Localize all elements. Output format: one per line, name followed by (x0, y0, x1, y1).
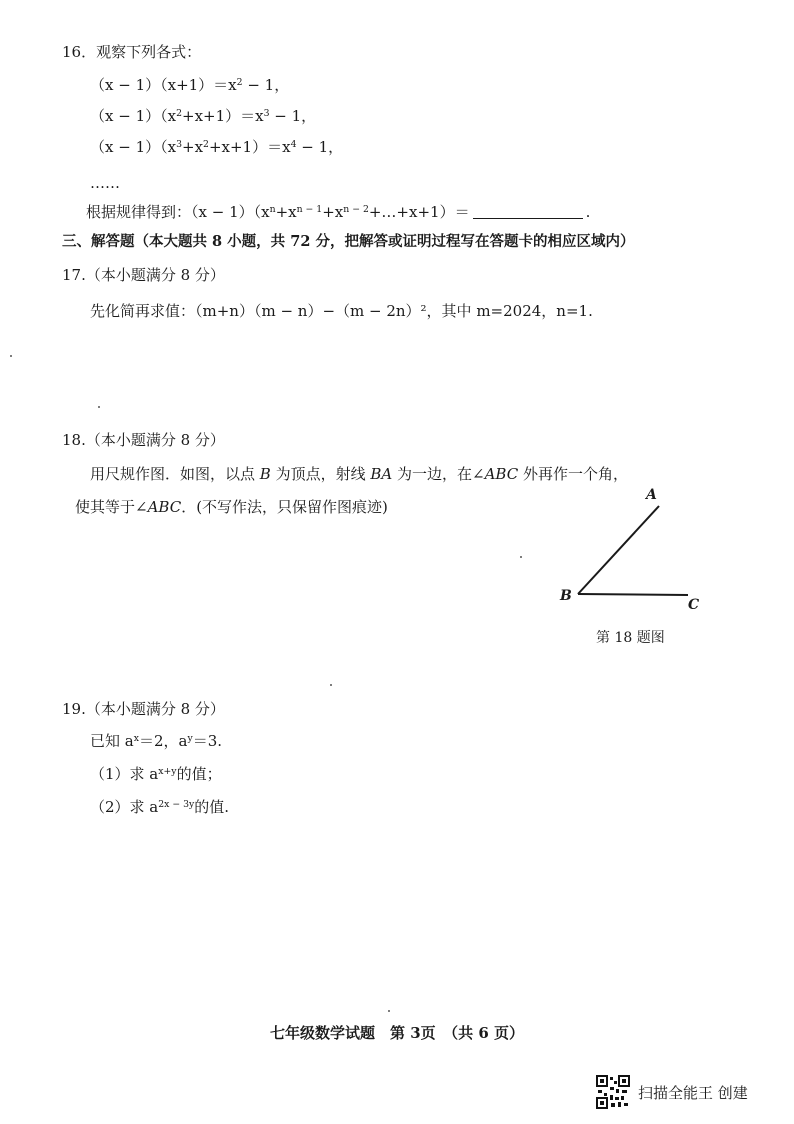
q18-text-e: 为一边，在∠ (392, 465, 485, 483)
answer-blank[interactable] (473, 204, 583, 219)
q16-rule-end: . (585, 203, 591, 221)
q18-line2 (75, 498, 388, 516)
q19-part2 (90, 798, 229, 816)
q16-ellipsis: …… (90, 174, 120, 192)
qr-code-icon (596, 1075, 630, 1109)
q18-text-g: 外再作一个角， (518, 465, 628, 483)
q16-eq2-exp2: 3 (263, 107, 270, 119)
q19-part2-text: （2）求 a (90, 798, 159, 816)
q16-eq3-text: （x − 1）（x (90, 138, 177, 156)
q16-rule (86, 203, 590, 221)
q16-eq3 (90, 138, 343, 156)
q19-given-exp1: x (133, 732, 139, 744)
q17-text: 先化简再求值：（m+n）（m − n）−（m − 2n）²，其中 m=2024，n=1. (90, 302, 593, 320)
q18-angle-abc: ABC (484, 465, 519, 483)
q18-text-a: 用尺规作图．如图，以点 (90, 465, 260, 483)
q19-part1-exp: x+y (158, 765, 177, 777)
q16-eq2-text: （x − 1）（x (90, 107, 177, 125)
q18-line1 (90, 465, 628, 483)
watermark-text: 扫描全能王 创建 (638, 1083, 748, 1102)
q16-rule-text: 根据规律得到：（x − 1）（x (86, 203, 270, 221)
q19-part2-tail: 的值. (194, 798, 230, 816)
q16-rule-exp2: n − 1 (296, 203, 323, 215)
page-footer: 七年级数学试题 第 3页 （共 6 页） (269, 1024, 525, 1042)
scan-speck (330, 684, 332, 686)
scan-speck (520, 556, 522, 558)
q18-ray-ba: BA (370, 465, 393, 483)
scan-speck (98, 406, 100, 408)
scanner-watermark (596, 1075, 748, 1109)
q16-rule-exp3: n − 2 (343, 203, 369, 215)
q16-rule-mid2: +x (322, 203, 344, 221)
q16-eq3-exp1: 3 (176, 138, 182, 150)
q18-text-2a: 使其等于∠ (75, 498, 148, 516)
q16-eq3-mid1: +x (182, 138, 204, 156)
q19-part1 (90, 765, 222, 783)
label-c: C (688, 597, 700, 613)
q19-given-exp2: y (187, 732, 193, 744)
q16-eq1-text: （x − 1）（x+1）＝x (90, 76, 237, 94)
q16-eq3-mid2: +x+1）＝x (208, 138, 291, 156)
section-heading: 三、解答题（本大题共 8 小题，共 72 分，把解答或证明过程写在答题卡的相应区域内） (62, 233, 635, 250)
q19-title: 19.（本小题满分 8 分） (62, 700, 225, 718)
q19-given-mid: ＝2，a (138, 732, 188, 750)
q18-point-b: B (259, 465, 271, 483)
q19-given (90, 732, 222, 750)
q19-part1-text: （1）求 a (90, 765, 159, 783)
q16-eq2-mid: +x+1）＝x (182, 107, 264, 125)
ray-bc (578, 594, 688, 595)
q18-angle-abc-2: ABC (147, 498, 182, 516)
q16-eq3-exp2: 2 (203, 138, 209, 150)
angle-figure (548, 482, 718, 617)
label-b: B (560, 588, 572, 604)
q16-eq2 (90, 107, 316, 125)
label-a: A (646, 487, 657, 503)
figure-caption: 第 18 题图 (596, 630, 665, 646)
q18-text-c: 为顶点，射线 (270, 465, 371, 483)
q16-rule-mid1: +x (275, 203, 297, 221)
q19-given-tail: ＝3. (192, 732, 223, 750)
q16-eq2-exp1: 2 (176, 107, 182, 119)
q16-eq1-tail: − 1， (242, 76, 290, 94)
q16-eq1-exp: 2 (236, 76, 243, 88)
q19-part1-tail: 的值； (176, 765, 222, 783)
scan-speck (10, 355, 12, 357)
q16-rule-exp1: n (269, 203, 276, 215)
q16-eq3-exp3: 4 (290, 138, 297, 150)
q16-rule-tail: +…+x+1）＝ (368, 203, 470, 221)
q17-title: 17.（本小题满分 8 分） (62, 266, 225, 284)
q16-eq3-tail: − 1， (296, 138, 344, 156)
q18-text-2c: ．(不写作法，只保留作图痕迹) (181, 498, 388, 516)
q19-given-text: 已知 a (90, 732, 134, 750)
q18-title: 18.（本小题满分 8 分） (62, 431, 225, 449)
q16-eq2-tail: − 1， (269, 107, 317, 125)
q16-title: 16．观察下列各式： (62, 43, 202, 61)
scan-speck (388, 1010, 390, 1012)
q16-eq1 (90, 76, 289, 94)
q19-part2-exp: 2x − 3y (158, 798, 195, 810)
ray-ba (578, 506, 659, 594)
